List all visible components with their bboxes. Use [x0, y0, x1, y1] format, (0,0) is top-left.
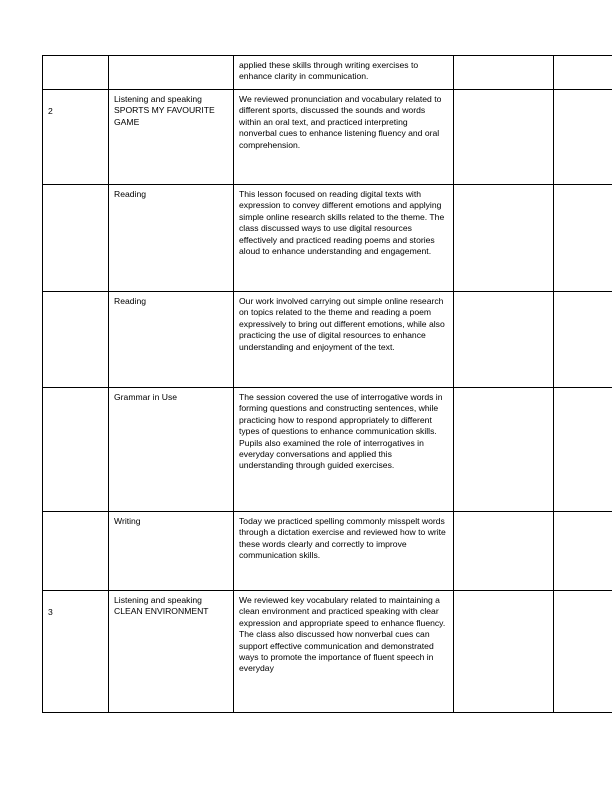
description-cell: [234, 292, 454, 388]
topic-cell: Writing: [109, 512, 234, 591]
empty-cell: [454, 56, 554, 90]
topic-cell: Grammar in Use: [109, 388, 234, 512]
topic-cell: Reading: [109, 185, 234, 292]
empty-cell: [554, 591, 612, 713]
table-row: [43, 56, 612, 90]
table-row: [43, 185, 612, 292]
description-cell: [234, 512, 454, 591]
week-number: [48, 60, 104, 72]
empty-cell: [454, 185, 554, 292]
empty-cell: [554, 56, 612, 90]
empty-cell: [554, 512, 612, 591]
description-cell: [234, 90, 454, 185]
lesson-table: [42, 55, 612, 713]
week-cell: [43, 185, 109, 292]
week-cell: [43, 512, 109, 591]
description-cell: [234, 185, 454, 292]
topic-cell: Reading: [109, 292, 234, 388]
table-row: [43, 292, 612, 388]
empty-cell: [454, 512, 554, 591]
week-number: [48, 516, 104, 528]
description-text: This lesson focused on reading digital texts with expression to convey different emotions and applying simple online research skills related to the theme. The class discussed ways to use digital resources effectively and practiced reading poems and stories aloud to enhance understanding and engagement.: [239, 189, 445, 257]
description-text: Today we practiced spelling commonly misspelt words through a dictation exercise and reviewed how to write these words clearly and correctly to improve communication skills.: [239, 516, 446, 561]
empty-cell: [554, 388, 612, 512]
description-text: Our work involved carrying out simple online research on topics related to the theme and reading a poem expressively to bring out different emotions, while also practicing the use of digital resources to enhance understanding and enjoyment of the text.: [239, 296, 445, 352]
empty-cell: [554, 292, 612, 388]
week-number: [48, 392, 104, 404]
week-cell: [43, 388, 109, 512]
description-cell: [234, 591, 454, 713]
week-cell: [43, 591, 109, 713]
empty-cell: [454, 388, 554, 512]
description-cell: [234, 56, 454, 90]
topic-cell: Listening and speaking CLEAN ENVIRONMENT: [109, 591, 234, 713]
table-row: [43, 512, 612, 591]
description-text: The session covered the use of interrogative words in forming questions and constructing sentences, while practicing how to respond appropriately to different types of questions to enhance communication skills. Pupils also examined the role of interrogatives in everyday conversations and applied this understanding through guided exercises.: [239, 392, 443, 471]
topic-cell: [109, 56, 234, 90]
week-number: [48, 189, 104, 201]
table-row: [43, 90, 612, 185]
description-text: We reviewed pronunciation and vocabulary related to different sports, discussed the sounds and words within an oral text, and practiced interpreting nonverbal cues to enhance listening fluency and oral comprehension.: [239, 94, 442, 150]
table-row: [43, 388, 612, 512]
empty-cell: [554, 90, 612, 185]
description-text: We reviewed key vocabulary related to maintaining a clean environment and practiced speaking with clear expression and appropriate speed to enhance fluency. The class also discussed how nonverbal cues can support effective communication and demonstrated ways to promote the importance of fluent speech in everyday: [239, 595, 446, 674]
table-row: [43, 591, 612, 713]
empty-cell: [554, 185, 612, 292]
week-cell: [43, 90, 109, 185]
week-number: 3: [48, 607, 53, 617]
topic-cell: Listening and speaking SPORTS MY FAVOURITE GAME: [109, 90, 234, 185]
week-number: [48, 296, 104, 308]
week-cell: [43, 56, 109, 90]
description-text: applied these skills through writing exercises to enhance clarity in communication.: [239, 60, 419, 82]
empty-cell: [454, 591, 554, 713]
week-number: 2: [48, 106, 53, 116]
empty-cell: [454, 292, 554, 388]
description-cell: [234, 388, 454, 512]
empty-cell: [454, 90, 554, 185]
week-cell: [43, 292, 109, 388]
